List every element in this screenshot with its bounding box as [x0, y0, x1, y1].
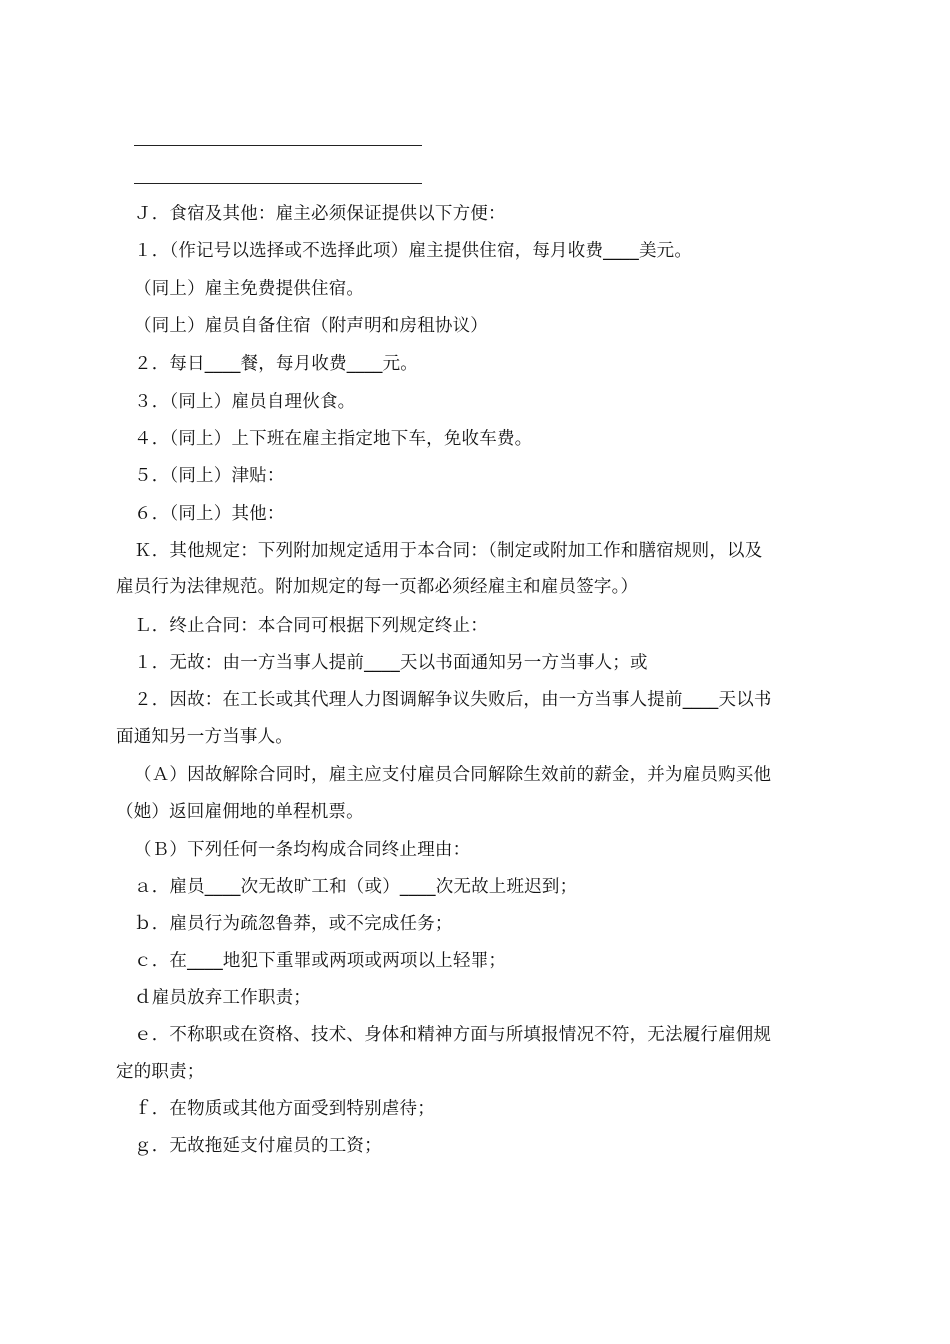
text-line: （她）返回雇佣地的单程机票。	[116, 802, 364, 822]
text-line: ｂ．雇员行为疏忽鲁莽，或不完成任务；	[134, 914, 453, 934]
section-l-heading: Ｌ．终止合同：本合同可根据下列规定终止：	[134, 616, 488, 636]
text-line: ２．每日____餐，每月收费____元。	[134, 354, 418, 374]
text-line: （同上）雇主免费提供住宿。	[134, 279, 365, 299]
text-line: ４．（同上）上下班在雇主指定地下车，免收车费。	[134, 429, 533, 449]
text-line: 雇员行为法律规范。附加规定的每一页都必须经雇主和雇员签字。）	[116, 577, 639, 597]
text-line: （Ｂ）下列任何一条均构成合同终止理由：	[134, 840, 471, 860]
text-line: ｅ．不称职或在资格、技术、身体和精神方面与所填报情况不符，无法履行雇佣规	[134, 1025, 772, 1045]
text-line: ｆ．在物质或其他方面受到特别虐待；	[134, 1099, 435, 1119]
text-line: ３．（同上）雇员自理伙食。	[134, 392, 356, 412]
text-line: １．（作记号以选择或不选择此项）雇主提供住宿，每月收费____美元。	[134, 241, 693, 261]
section-j-heading: Ｊ．食宿及其他：雇主必须保证提供以下方便：	[134, 204, 506, 224]
text-line: １．无故：由一方当事人提前____天以书面通知另一方当事人；或	[134, 653, 648, 673]
blank-fill-line	[134, 145, 422, 146]
text-line: ６．（同上）其他：	[134, 504, 285, 524]
text-line: （同上）雇员自备住宿（附声明和房租协议）	[134, 316, 488, 336]
text-line: 定的职责；	[116, 1062, 205, 1082]
text-line: ｇ．无故拖延支付雇员的工资；	[134, 1136, 382, 1156]
section-k-heading: Ｋ．其他规定：下列附加规定适用于本合同：（制定或附加工作和膳宿规则，以及	[134, 541, 763, 561]
text-line: ２．因故：在工长或其代理人力图调解争议失败后，由一方当事人提前____天以书	[134, 690, 772, 710]
text-line: ５．（同上）津贴：	[134, 466, 285, 486]
text-line: ｃ．在____地犯下重罪或两项或两项以上轻罪；	[134, 951, 507, 971]
text-line: （Ａ）因故解除合同时，雇主应支付雇员合同解除生效前的薪金，并为雇员购买他	[134, 765, 772, 785]
text-line: 面通知另一方当事人。	[116, 727, 293, 747]
blank-fill-line	[134, 183, 422, 184]
text-line: ａ．雇员____次无故旷工和（或）____次无故上班迟到；	[134, 877, 578, 897]
text-line: ｄ雇员放弃工作职责；	[134, 988, 311, 1008]
